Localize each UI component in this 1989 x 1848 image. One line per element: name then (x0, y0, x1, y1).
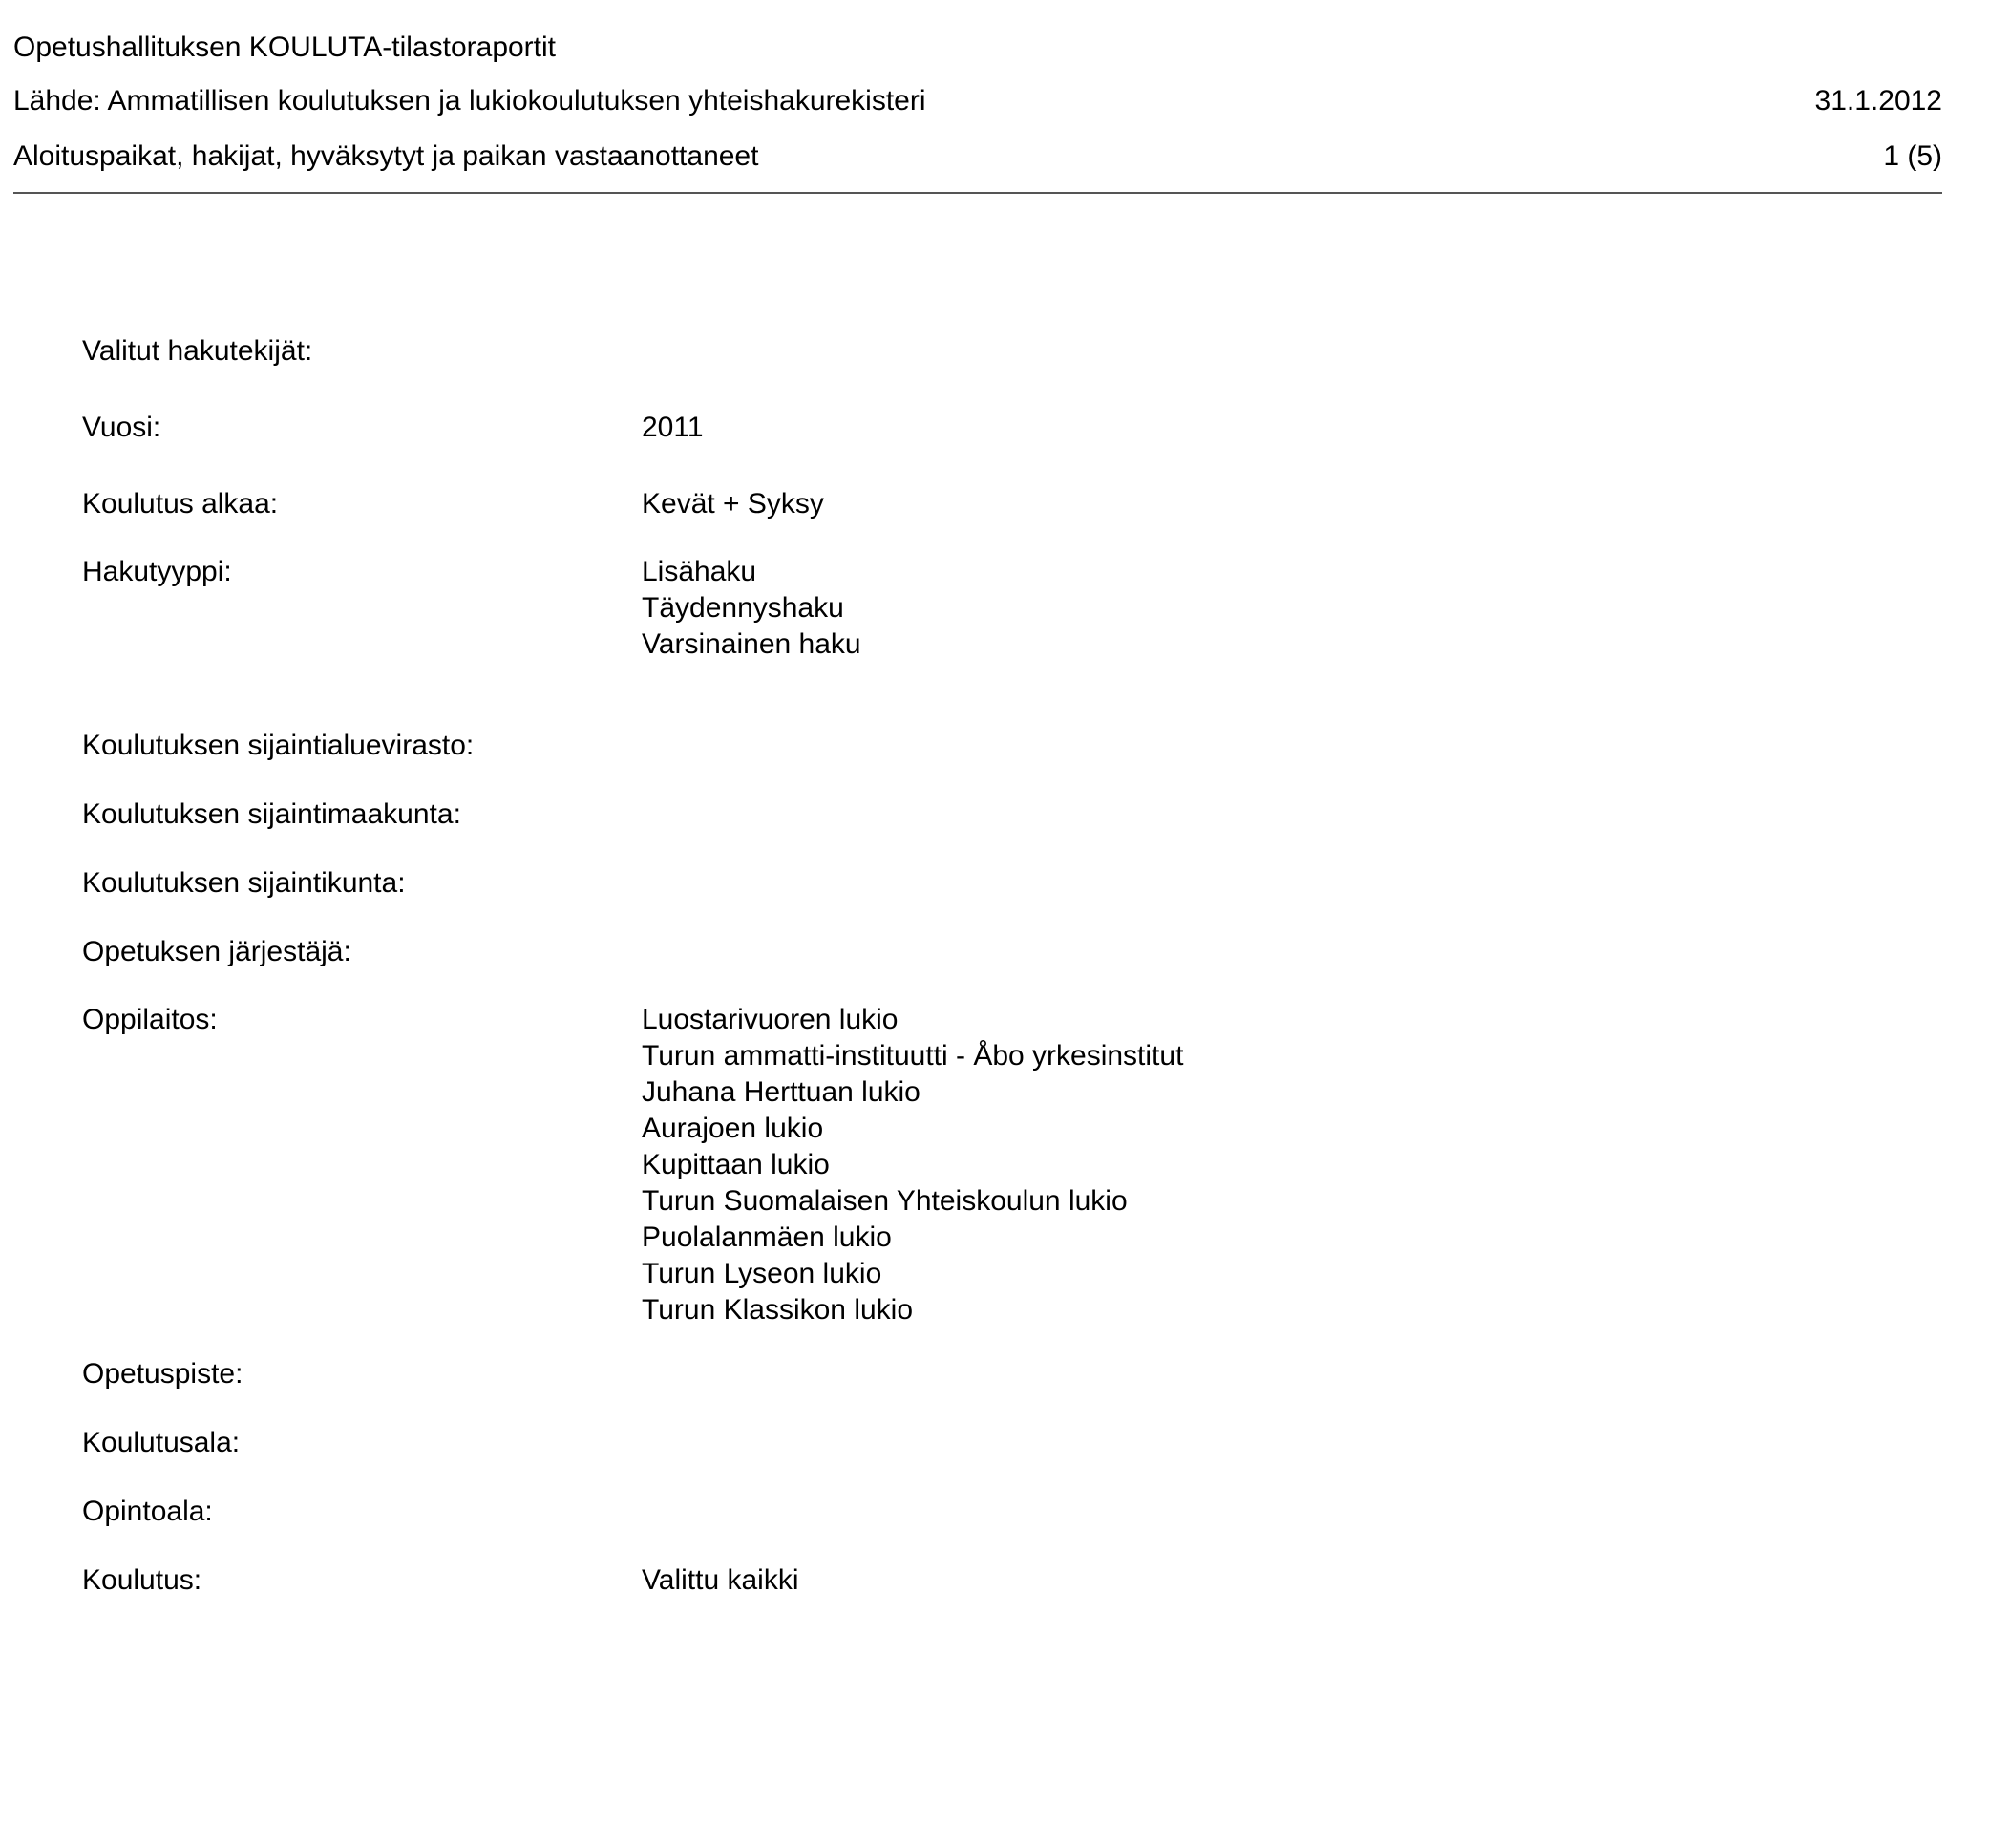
label-opintoala: Opintoala: (82, 1496, 213, 1527)
label-koulutusala: Koulutusala: (82, 1427, 241, 1458)
value-koulutus-alkaa (642, 486, 824, 522)
list-item: Turun Lyseon lukio (642, 1258, 882, 1289)
value-hakutyyppi-list (642, 554, 861, 663)
value-koulutus-alkaa-text: Kevät + Syksy (642, 488, 824, 520)
list-item: Puolalanmäen lukio (642, 1221, 892, 1253)
report-source: Lähde: Ammatillisen koulutuksen ja lukiokoulutuksen yhteishakurekisteri (13, 85, 926, 117)
report-date: 31.1.2012 (1814, 85, 1942, 117)
criteria-title: Valitut hakutekijät: (82, 335, 313, 367)
list-item: Täydennyshaku (642, 592, 844, 624)
list-item: Luostarivuoren lukio (642, 1004, 899, 1035)
list-item: Aurajoen lukio (642, 1113, 824, 1144)
report-name: Aloituspaikat, hakijat, hyväksytyt ja paikan vastaanottaneet (13, 140, 759, 172)
label-sijaintimaakunta: Koulutuksen sijaintimaakunta: (82, 798, 461, 830)
list-item: Turun ammatti-instituutti - Åbo yrkesinstitut (642, 1040, 1184, 1072)
value-vuosi-text: 2011 (642, 412, 704, 443)
label-koulutus: Koulutus: (82, 1564, 202, 1596)
label-oppilaitos: Oppilaitos: (82, 1004, 218, 1035)
label-sijaintikunta: Koulutuksen sijaintikunta: (82, 867, 406, 899)
list-item: Kupittaan lukio (642, 1149, 830, 1180)
value-oppilaitos-list (642, 1002, 1183, 1328)
label-hakutyyppi: Hakutyyppi: (82, 556, 232, 587)
value-koulutus (642, 1562, 799, 1599)
list-item: Turun Klassikon lukio (642, 1294, 914, 1326)
label-jarjestaja: Opetuksen järjestäjä: (82, 936, 351, 967)
label-opetuspiste: Opetuspiste: (82, 1358, 243, 1390)
value-vuosi (642, 410, 704, 446)
page-number: 1 (5) (1883, 140, 1942, 172)
label-koulutus-alkaa: Koulutus alkaa: (82, 488, 279, 520)
report-system-title: Opetushallituksen KOULUTA-tilastoraportit (13, 32, 557, 63)
list-item: Varsinainen haku (642, 628, 861, 660)
list-item: Juhana Herttuan lukio (642, 1076, 920, 1108)
list-item: Lisähaku (642, 556, 757, 587)
label-sijaintialuevirasto: Koulutuksen sijaintialuevirasto: (82, 730, 475, 761)
value-koulutus-text: Valittu kaikki (642, 1564, 799, 1596)
list-item: Turun Suomalaisen Yhteiskoulun lukio (642, 1185, 1128, 1217)
label-vuosi: Vuosi: (82, 412, 161, 443)
